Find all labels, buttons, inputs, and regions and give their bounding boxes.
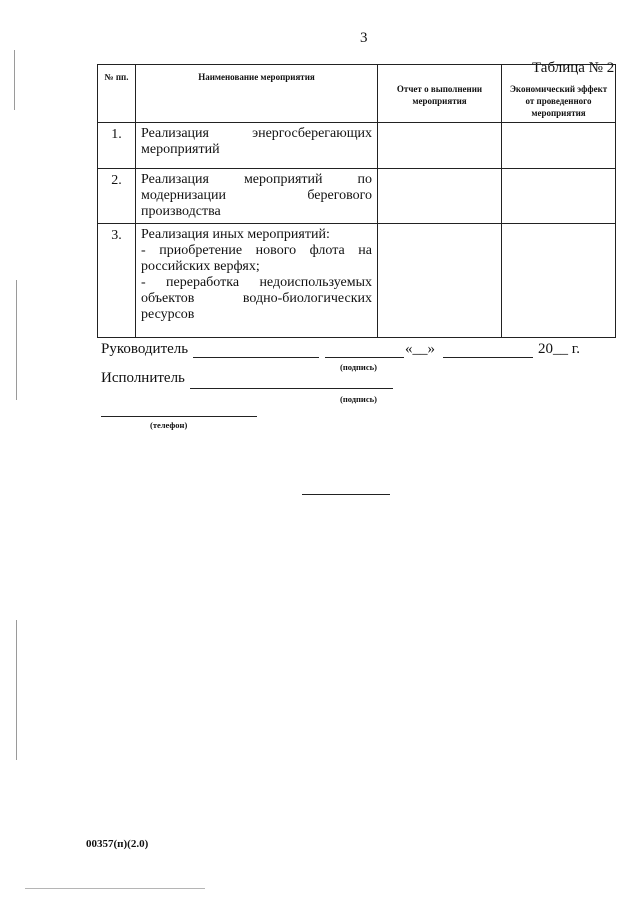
date-year: 20__ г. — [538, 341, 580, 357]
scan-artifact — [14, 50, 15, 110]
row-num: 3. — [98, 224, 136, 338]
row-name — [136, 123, 378, 169]
executor-signature-line — [190, 388, 393, 389]
header-name: Наименование мероприятия — [136, 65, 378, 123]
row-name-line: - приобретение нового флота на российских верфях; — [141, 243, 372, 274]
document-code: 00357(п)(2.0) — [86, 838, 149, 850]
phone-caption: (телефон) — [150, 420, 188, 430]
header-report: Отчет о выполнении мероприятия — [378, 65, 502, 123]
scan-artifact — [16, 620, 17, 760]
row-report-cell — [378, 224, 502, 338]
header-effect: Экономический эффект от проведенного мероприятия — [502, 65, 616, 123]
table-caption: Таблица № 2 — [532, 60, 615, 76]
phone-line — [101, 416, 257, 417]
measures-table — [97, 64, 616, 338]
row-num: 1. — [98, 123, 136, 169]
row-name — [136, 169, 378, 224]
date-quote: «__» — [405, 341, 435, 357]
head-label: Руководитель — [101, 341, 189, 357]
scan-artifact — [16, 280, 17, 400]
table-header-row — [98, 65, 616, 123]
executor-label: Исполнитель — [101, 370, 185, 386]
end-separator-line — [302, 494, 390, 495]
row-effect-cell — [502, 123, 616, 169]
head-signature-line — [193, 357, 319, 358]
signature-caption-2: (подпись) — [340, 394, 377, 404]
head-name-line — [325, 357, 404, 358]
row-name-line: Реализация иных мероприятий: — [141, 227, 330, 242]
table-row — [98, 169, 616, 224]
signature-caption: (подпись) — [340, 362, 377, 372]
row-report-cell — [378, 123, 502, 169]
page-number: 3 — [360, 30, 368, 46]
row-effect-cell — [502, 169, 616, 224]
table-row — [98, 123, 616, 169]
header-num: № пп. — [98, 65, 136, 123]
row-name-line: Реализация энергосберегающих мероприятий — [141, 126, 372, 157]
date-month-line — [443, 357, 533, 358]
row-name-line: Реализация мероприятий по модернизации берегового производства — [141, 172, 372, 219]
row-effect-cell — [502, 224, 616, 338]
table-row — [98, 224, 616, 338]
row-report-cell — [378, 169, 502, 224]
scan-artifact — [25, 888, 205, 889]
row-name-line: - переработка недоиспользуемых объектов водно-биологических ресурсов — [141, 275, 372, 322]
row-num: 2. — [98, 169, 136, 224]
row-name — [136, 224, 378, 338]
